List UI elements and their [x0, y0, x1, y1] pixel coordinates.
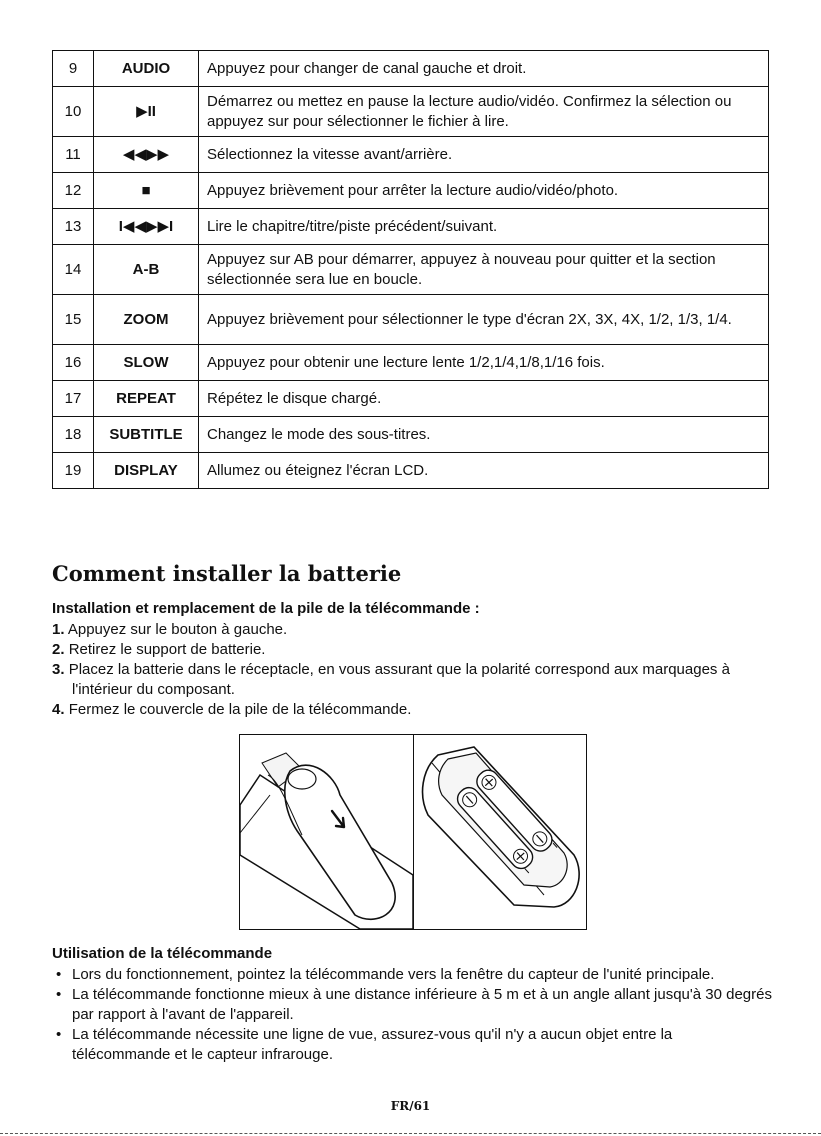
battery-section-title: Comment installer la batterie	[52, 561, 402, 586]
row-number: 18	[53, 417, 94, 453]
row-number: 19	[53, 453, 94, 489]
battery-subtitle: Installation et remplacement de la pile de la télécommande :	[52, 600, 480, 617]
remote-usage-list	[52, 965, 772, 1065]
row-number: 9	[53, 51, 94, 87]
button-label: SUBTITLE	[94, 417, 199, 453]
button-description: Lire le chapitre/titre/piste précédent/suivant.	[199, 209, 769, 245]
table-row	[53, 381, 769, 417]
button-label: REPEAT	[94, 381, 199, 417]
table-row	[53, 245, 769, 295]
table-row	[53, 209, 769, 245]
list-item: • Lors du fonctionnement, pointez la télécommande vers la fenêtre du capteur de l'unité principale.	[52, 965, 772, 985]
button-label: ZOOM	[94, 295, 199, 345]
table-row	[53, 173, 769, 209]
battery-illustration	[239, 734, 587, 930]
button-label: ■	[94, 173, 199, 209]
button-label: DISPLAY	[94, 453, 199, 489]
row-number: 12	[53, 173, 94, 209]
table-row	[53, 87, 769, 137]
button-label: A-B	[94, 245, 199, 295]
row-number: 13	[53, 209, 94, 245]
page-number: FR/61	[390, 1099, 431, 1113]
table-row	[53, 345, 769, 381]
row-number: 14	[53, 245, 94, 295]
button-label: I◀◀▶▶I	[94, 209, 199, 245]
button-label: AUDIO	[94, 51, 199, 87]
remove-cover-illustration	[240, 735, 413, 929]
list-item: 3. Placez la batterie dans le réceptacle, en vous assurant que la polarité correspond aux marquages à l'intérieur du composant.	[52, 661, 730, 698]
button-description: Démarrez ou mettez en pause la lecture audio/vidéo. Confirmez la sélection ou appuyez sur pour sélectionner le fichier à lire.	[199, 87, 769, 137]
list-item: 4. Fermez le couvercle de la pile de la télécommande.	[52, 701, 412, 718]
remote-usage-title: Utilisation de la télécommande	[52, 945, 273, 962]
button-description: Répétez le disque chargé.	[199, 381, 769, 417]
button-label: ▶II	[94, 87, 199, 137]
table-row	[53, 137, 769, 173]
battery-compartment-illustration	[413, 735, 587, 929]
list-item: • La télécommande fonctionne mieux à une distance inférieure à 5 m et à un angle allant jusqu'à 30 degrés par rapport à l'avant de l'appareil.	[52, 985, 772, 1025]
row-number: 15	[53, 295, 94, 345]
button-description: Appuyez sur AB pour démarrer, appuyez à nouveau pour quitter et la section sélectionnée sera lue en boucle.	[199, 245, 769, 295]
button-description: Appuyez brièvement pour sélectionner le type d'écran 2X, 3X, 4X, 1/2, 1/3, 1/4.	[199, 295, 769, 345]
button-description: Sélectionnez la vitesse avant/arrière.	[199, 137, 769, 173]
list-item: • La télécommande nécessite une ligne de vue, assurez-vous qu'il n'y a aucun objet entre la télécommande et le capteur infrarouge.	[52, 1025, 772, 1065]
battery-steps	[52, 620, 772, 720]
table-row	[53, 453, 769, 489]
button-description: Appuyez brièvement pour arrêter la lecture audio/vidéo/photo.	[199, 173, 769, 209]
list-item: 2. Retirez le support de batterie.	[52, 641, 266, 658]
table-row	[53, 417, 769, 453]
button-function-table	[52, 50, 769, 489]
button-label: ◀◀▶▶	[94, 137, 199, 173]
row-number: 11	[53, 137, 94, 173]
button-description: Appuyez pour obtenir une lecture lente 1/2,1/4,1/8,1/16 fois.	[199, 345, 769, 381]
button-description: Appuyez pour changer de canal gauche et droit.	[199, 51, 769, 87]
list-item: 1. Appuyez sur le bouton à gauche.	[52, 621, 288, 638]
table-row	[53, 295, 769, 345]
row-number: 10	[53, 87, 94, 137]
button-description: Allumez ou éteignez l'écran LCD.	[199, 453, 769, 489]
page-bottom-divider	[0, 1133, 821, 1134]
row-number: 17	[53, 381, 94, 417]
table-row	[53, 51, 769, 87]
button-label: SLOW	[94, 345, 199, 381]
row-number: 16	[53, 345, 94, 381]
button-description: Changez le mode des sous-titres.	[199, 417, 769, 453]
